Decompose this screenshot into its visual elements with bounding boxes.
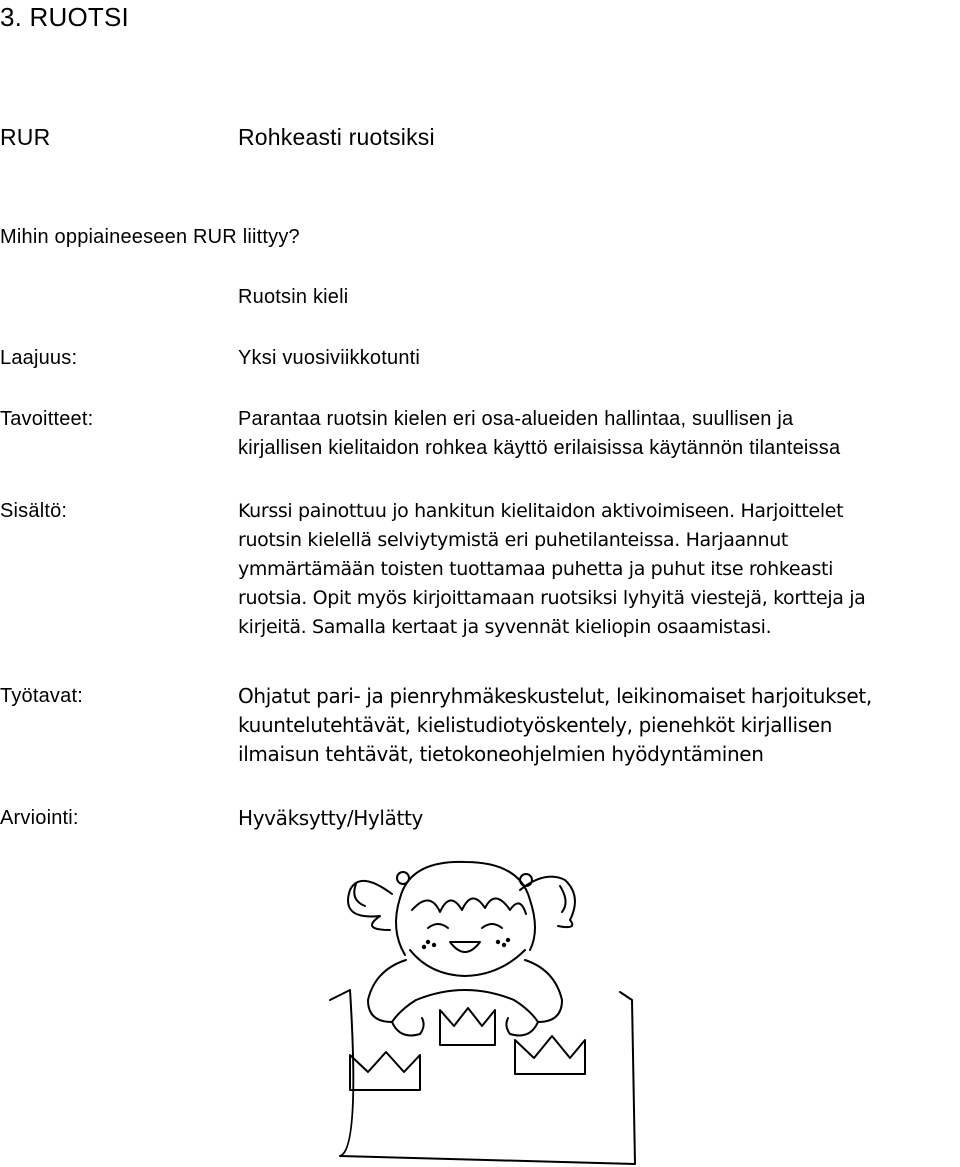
value-line: Kurssi painottuu jo hankitun kielitaidon aktivoimiseen. Harjoittelet <box>238 500 844 522</box>
value-line: Hyväksytty/Hylätty <box>238 806 423 830</box>
value-line: kuuntelutehtävät, kielistudiotyöskentely, pienehköt kirjallisen <box>238 713 833 737</box>
course-code: RUR <box>0 124 51 150</box>
value-line: kirjeitä. Samalla kertaat ja syvennät kieliopin osaamistasi. <box>238 616 772 638</box>
value-line: Parantaa ruotsin kielen eri osa-alueiden hallintaa, suullisen ja <box>238 408 794 430</box>
value-line: Yksi vuosiviikkotunti <box>238 347 421 369</box>
label-laajuus: Laajuus: <box>0 347 78 369</box>
label-tavoitteet: Tavoitteet: <box>0 408 94 430</box>
value-line: ymmärtämään toisten tuottamaa puhetta ja puhut itse rohkeasti <box>238 558 834 580</box>
label-sisalto: Sisältö: <box>0 500 68 522</box>
value-line: ilmaisun tehtävät, tietokoneohjelmien hyödyntäminen <box>238 742 764 766</box>
value-line: ruotsia. Opit myös kirjoittamaan ruotsiksi lyhyitä viestejä, kortteja ja <box>238 587 866 609</box>
page-heading: 3. RUOTSI <box>0 2 129 32</box>
girl-with-crowns-drawing-icon <box>320 850 640 1165</box>
label-tyotavat: Työtavat: <box>0 685 83 707</box>
question-text: Mihin oppiaineeseen RUR liittyy? <box>0 226 300 248</box>
value-laajuus <box>238 344 958 373</box>
value-sisalto <box>238 497 958 642</box>
value-line: Ohjatut pari- ja pienryhmäkeskustelut, leikinomaiset harjoitukset, <box>238 684 872 708</box>
value-arviointi <box>238 804 958 833</box>
value-line: kirjallisen kielitaidon rohkea käyttö erilaisissa käytännön tilanteissa <box>238 437 841 459</box>
value-tyotavat <box>238 682 958 769</box>
label-arviointi: Arviointi: <box>0 807 79 829</box>
subject-answer: Ruotsin kieli <box>238 286 349 308</box>
value-tavoitteet <box>238 405 958 463</box>
value-line: ruotsin kielellä selviytymistä eri puhetilanteissa. Harjaannut <box>238 529 788 551</box>
course-name: Rohkeasti ruotsiksi <box>238 124 435 150</box>
